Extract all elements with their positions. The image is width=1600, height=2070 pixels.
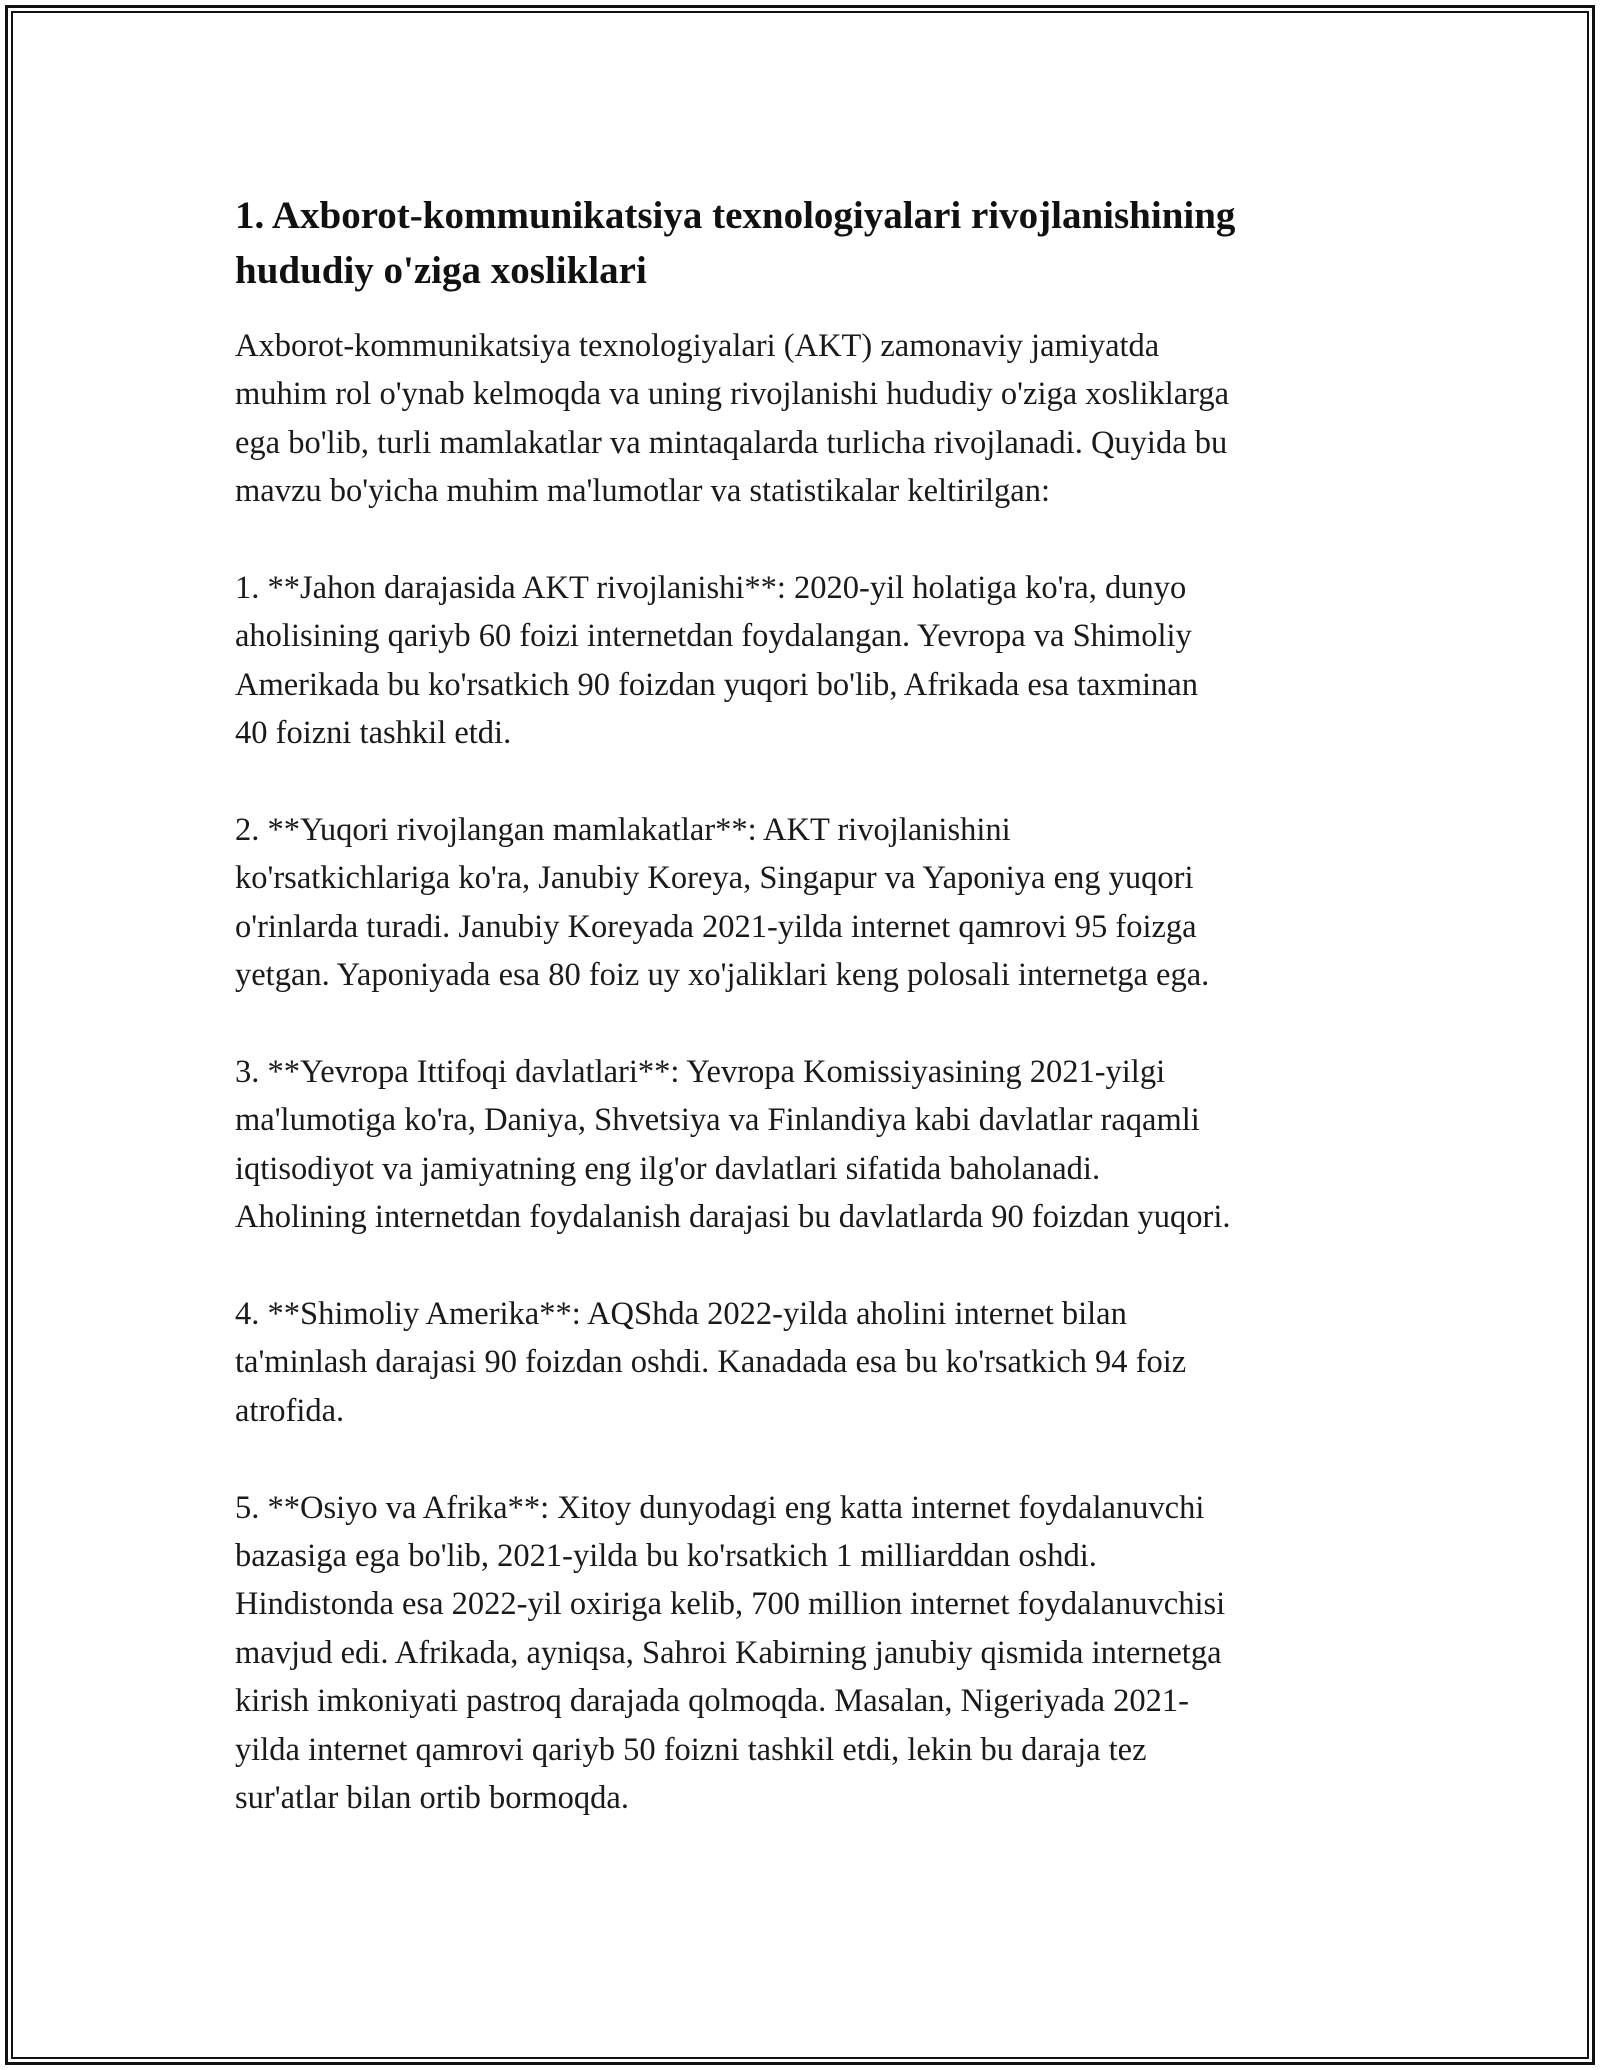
list-item-line: ma'lumotiga ko'ra, Daniya, Shvetsiya va Finlandiya kabi davlatlar raqamli (235, 1102, 1200, 1139)
list-item-line: kirish imkoniyati pastroq darajada qolmoqda. Masalan, Nigeriyada 2021- (235, 1683, 1189, 1720)
list-item-line: aholisining qariyb 60 foizi internetdan foydalangan. Yevropa va Shimoliy (235, 618, 1192, 655)
list-item-line: 4. **Shimoliy Amerika**: AQShda 2022-yilda aholini internet bilan (235, 1296, 1127, 1333)
document-body (235, 188, 1375, 1823)
list-item-line: 1. **Jahon darajasida AKT rivojlanishi**: 2020-yil holatiga ko'ra, dunyo (235, 570, 1187, 607)
list-item-line: 5. **Osiyo va Afrika**: Xitoy dunyodagi eng katta internet foydalanuvchi (235, 1489, 1205, 1526)
list-item-1 (235, 564, 1375, 758)
list-item-line: yilda internet qamrovi qariyb 50 foizni tashkil etdi, lekin bu daraja tez (235, 1731, 1147, 1768)
list-item-line: atrofida. (235, 1392, 345, 1429)
list-item-2 (235, 806, 1375, 1000)
list-item-line: Hindistonda esa 2022-yil oxiriga kelib, 700 million internet foydalanuvchisi (235, 1586, 1226, 1623)
paragraph-spacer (235, 516, 1375, 564)
list-item-line: Aholining internetdan foydalanish darajasi bu davlatlarda 90 foizdan yuqori. (235, 1199, 1231, 1236)
list-item-4 (235, 1290, 1375, 1435)
document-title-line-1: 1. Axborot-kommunikatsiya texnologiyalari rivojlanishining (235, 194, 1236, 237)
document-title (235, 188, 1375, 298)
document-title-line-2: hududiy o'ziga xosliklari (235, 249, 647, 292)
paragraph-spacer (235, 758, 1375, 806)
list-item-line: ta'minlash darajasi 90 foizdan oshdi. Kanadada esa bu ko'rsatkich 94 foiz (235, 1344, 1187, 1381)
list-item-line: 40 foizni tashkil etdi. (235, 715, 512, 752)
list-item-5 (235, 1484, 1375, 1823)
list-item-line: o'rinlarda turadi. Janubiy Koreyada 2021-yilda internet qamrovi 95 foizga (235, 908, 1197, 945)
list-item-line: Amerikada bu ko'rsatkich 90 foizdan yuqori bo'lib, Afrikada esa taxminan (235, 666, 1198, 703)
list-item-line: sur'atlar bilan ortib bormoqda. (235, 1780, 629, 1817)
intro-line: mavzu bo'yicha muhim ma'lumotlar va statistikalar keltirilgan: (235, 473, 1050, 510)
list-item-line: yetgan. Yaponiyada esa 80 foiz uy xo'jaliklari keng polosali internetga ega. (235, 957, 1210, 994)
intro-line: ega bo'lib, turli mamlakatlar va mintaqalarda turlicha rivojlanadi. Quyida bu (235, 424, 1228, 461)
intro-line: muhim rol o'ynab kelmoqda va uning rivojlanishi hududiy o'ziga xosliklarga (235, 376, 1230, 413)
list-item-line: bazasiga ega bo'lib, 2021-yilda bu ko'rsatkich 1 milliarddan oshdi. (235, 1538, 1097, 1575)
paragraph-spacer (235, 1435, 1375, 1483)
list-item-line: mavjud edi. Afrikada, ayniqsa, Sahroi Kabirning janubiy qismida internetga (235, 1634, 1222, 1671)
list-item-line: iqtisodiyot va jamiyatning eng ilg'or davlatlari sifatida baholanadi. (235, 1150, 1101, 1187)
list-item-3 (235, 1048, 1375, 1242)
paragraph-spacer (235, 1000, 1375, 1048)
list-item-line: 2. **Yuqori rivojlangan mamlakatlar**: AKT rivojlanishini (235, 812, 1011, 849)
intro-line: Axborot-kommunikatsiya texnologiyalari (AKT) zamonaviy jamiyatda (235, 328, 1160, 364)
intro-paragraph (235, 322, 1375, 516)
list-item-line: ko'rsatkichlariga ko'ra, Janubiy Koreya, Singapur va Yaponiya eng yuqori (235, 860, 1194, 897)
paragraph-spacer (235, 1242, 1375, 1290)
list-item-line: 3. **Yevropa Ittifoqi davlatlari**: Yevropa Komissiyasining 2021-yilgi (235, 1054, 1166, 1091)
